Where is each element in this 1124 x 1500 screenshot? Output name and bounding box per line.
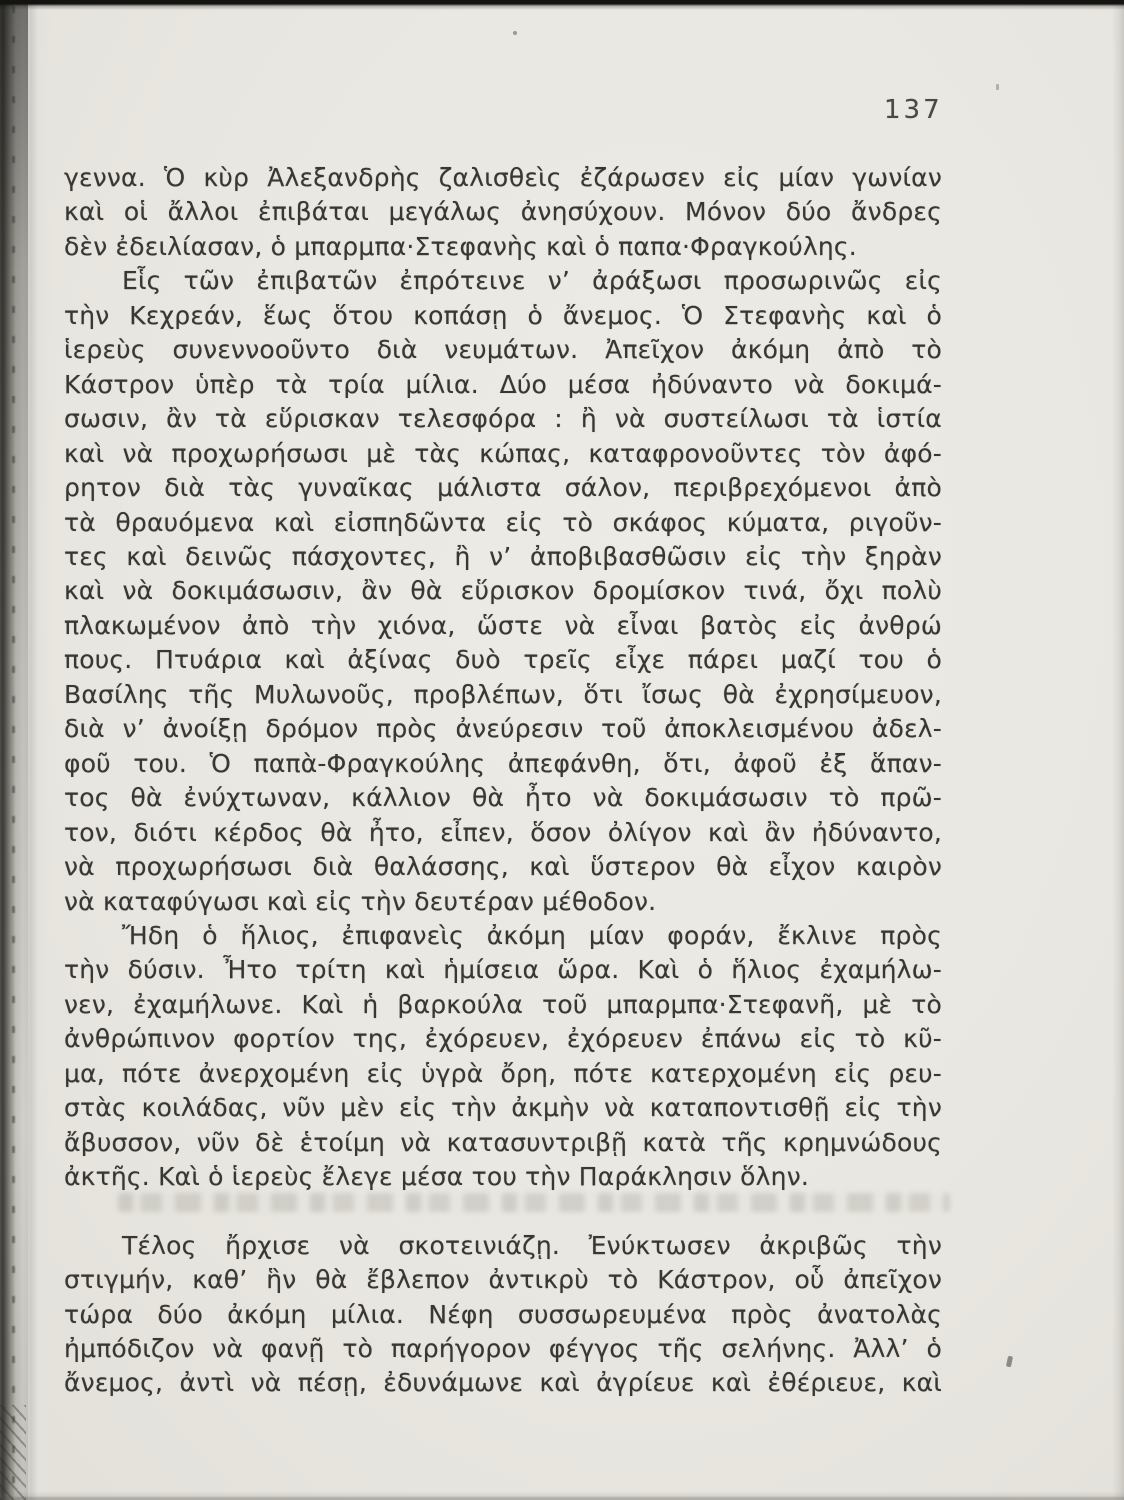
text-line: τὴν δύσιν. Ἦτο τρίτη καὶ ἡμίσεια ὥρα. Καὶ ὁ ἥλιος ἐχαμήλω- <box>64 955 942 985</box>
page-text-block <box>64 161 942 1401</box>
text-line: Τέλος ἤρχισε νὰ σκοτεινιάζῃ. Ἐνύκτωσεν ἀκριβῶς τὴν <box>122 1230 942 1260</box>
scan-edge-bottom <box>0 1491 1124 1500</box>
scan-speck <box>996 84 999 90</box>
text-line: καὶ νὰ δοκιμάσωσιν, ἂν θὰ εὕρισκον δρομίσκον τινά, ὄχι πολὺ <box>64 576 942 606</box>
text-line: ἠμπόδιζον νὰ φανῇ τὸ παρήγορον φέγγος τῆς σελήνης. Ἀλλ’ ὁ <box>64 1333 942 1363</box>
text-line: πους. Πτυάρια καὶ ἀξίνας δυὸ τρεῖς εἶχε πάρει μαζί του ὁ <box>64 645 942 675</box>
text-line: τώρα δύο ἀκόμη μίλια. Νέφη συσσωρευμένα πρὸς ἀνατολὰς <box>64 1299 942 1329</box>
text-line: Βασίλης τῆς Μυλωνοῦς, προβλέπων, ὅτι ἴσως θὰ ἐχρησίμευον, <box>64 679 942 709</box>
text-line: Ἤδη ὁ ἥλιος, ἐπιφανεὶς ἀκόμη μίαν φοράν, ἔκλινε πρὸς <box>122 920 942 950</box>
scan-speck <box>1006 1356 1013 1368</box>
text-line: τες καὶ δεινῶς πάσχοντες, ἢ ν’ ἀποβιβασθῶσιν εἰς τὴν ξηρὰν <box>64 541 942 571</box>
paragraph-gap <box>64 1195 942 1229</box>
text-line: μα, πότε ἀνερχομένη εἰς ὑγρὰ ὄρη, πότε κατερχομένη εἰς ρευ- <box>64 1058 942 1088</box>
text-line: τον, διότι κέρδος θὰ ἦτο, εἶπεν, ὅσον ὀλίγον καὶ ἂν ἠδύναντο, <box>64 817 942 847</box>
bottom-left-page-edges <box>0 1405 26 1500</box>
text-line: ἄνεμος, ἀντὶ νὰ πέσῃ, ἐδυνάμωνε καὶ ἀγρίευε καὶ ἐθέριευε, καὶ <box>64 1368 942 1398</box>
text-line: ἄβυσσον, νῦν δὲ ἑτοίμη νὰ κατασυντριβῇ κατὰ τῆς κρημνώδους <box>64 1127 942 1157</box>
text-line: Εἷς τῶν ἐπιβατῶν ἐπρότεινε ν’ ἀράξωσι προσωρινῶς εἰς <box>122 266 942 296</box>
text-line: τος θὰ ἐνύχτωναν, κάλλιον θὰ ἦτο νὰ δοκιμάσωσιν τὸ πρῶ- <box>64 783 942 813</box>
page-number: 137 <box>884 95 943 125</box>
text-line: καὶ οἱ ἄλλοι ἐπιβάται μεγάλως ἀνησύχουν. Μόνον δύο ἄνδρες <box>64 197 942 227</box>
text-line: στὰς κοιλάδας, νῦν μὲν εἰς τὴν ἀκμὴν νὰ καταποντισθῇ εἰς τὴν <box>64 1093 942 1123</box>
text-line: ἱερεὺς συνεννοοῦντο διὰ νευμάτων. Ἀπεῖχον ἀκόμη ἀπὸ τὸ <box>64 335 942 365</box>
text-line: νὰ καταφύγωσι καὶ εἰς τὴν δευτέραν μέθοδον. <box>64 886 657 916</box>
text-line: ἀνθρώπινον φορτίον της, ἐχόρευεν, ἐχόρευεν ἐπάνω εἰς τὸ κῦ- <box>64 1024 942 1054</box>
text-line: νὰ προχωρήσωσι διὰ θαλάσσης, καὶ ὕστερον θὰ εἶχον καιρὸν <box>64 852 942 882</box>
text-line: σωσιν, ἂν τὰ εὕρισκαν τελεσφόρα : ἢ νὰ συστείλωσι τὰ ἱστία <box>64 404 942 434</box>
scan-edge-top <box>0 0 1124 10</box>
text-line: Κάστρον ὑπὲρ τὰ τρία μίλια. Δύο μέσα ἠδύναντο νὰ δοκιμά- <box>64 369 942 399</box>
text-line: γεννα. Ὁ κὺρ Ἀλεξανδρὴς ζαλισθεὶς ἐζάρωσεν εἰς μίαν γωνίαν <box>64 163 942 192</box>
binding-crease-line <box>12 6 15 1494</box>
text-line: καὶ νὰ προχωρήσωσι μὲ τὰς κώπας, καταφρονοῦντες τὸν ἀφό- <box>64 438 942 468</box>
text-line: νεν, ἐχαμήλωνε. Καὶ ἡ βαρκούλα τοῦ μπαρμπα·Στεφανῆ, μὲ τὸ <box>64 989 942 1019</box>
text-line: ἀκτῆς. Καὶ ὁ ἱερεὺς ἔλεγε μέσα του τὴν Παράκλησιν ὅλην. <box>64 1162 810 1192</box>
text-line: στιγμήν, καθ’ ἣν θὰ ἔβλεπον ἀντικρὺ τὸ Κάστρον, οὗ ἀπεῖχον <box>64 1265 942 1295</box>
scan-speck <box>513 31 517 35</box>
text-line: πλακωμένον ἀπὸ τὴν χιόνα, ὥστε νὰ εἶναι βατὸς εἰς ἀνθρώ <box>64 610 942 640</box>
text-line: τὰ θραυόμενα καὶ εἰσπηδῶντα εἰς τὸ σκάφος κύματα, ριγοῦν- <box>64 507 942 537</box>
text-line: φοῦ του. Ὁ παπὰ-Φραγκούλης ἀπεφάνθη, ὅτι, ἀφοῦ ἐξ ἅπαν- <box>64 748 942 778</box>
text-line: δὲν ἐδειλίασαν, ὁ μπαρμπα·Στεφανὴς καὶ ὁ παπα·Φραγκούλης. <box>64 231 857 261</box>
text-line: διὰ ν’ ἀνοίξῃ δρόμον πρὸς ἀνεύρεσιν τοῦ ἀποκλεισμένου ἀδελ- <box>64 714 942 744</box>
scan-edge-right <box>1112 0 1124 1500</box>
text-line: ρητον διὰ τὰς γυναῖκας μάλιστα σάλον, περιβρεχόμενοι ἀπὸ <box>64 473 942 503</box>
text-line: τὴν Κεχρεάν, ἕως ὅτου κοπάσῃ ὁ ἄνεμος. Ὁ Στεφανὴς καὶ ὁ <box>64 300 942 330</box>
